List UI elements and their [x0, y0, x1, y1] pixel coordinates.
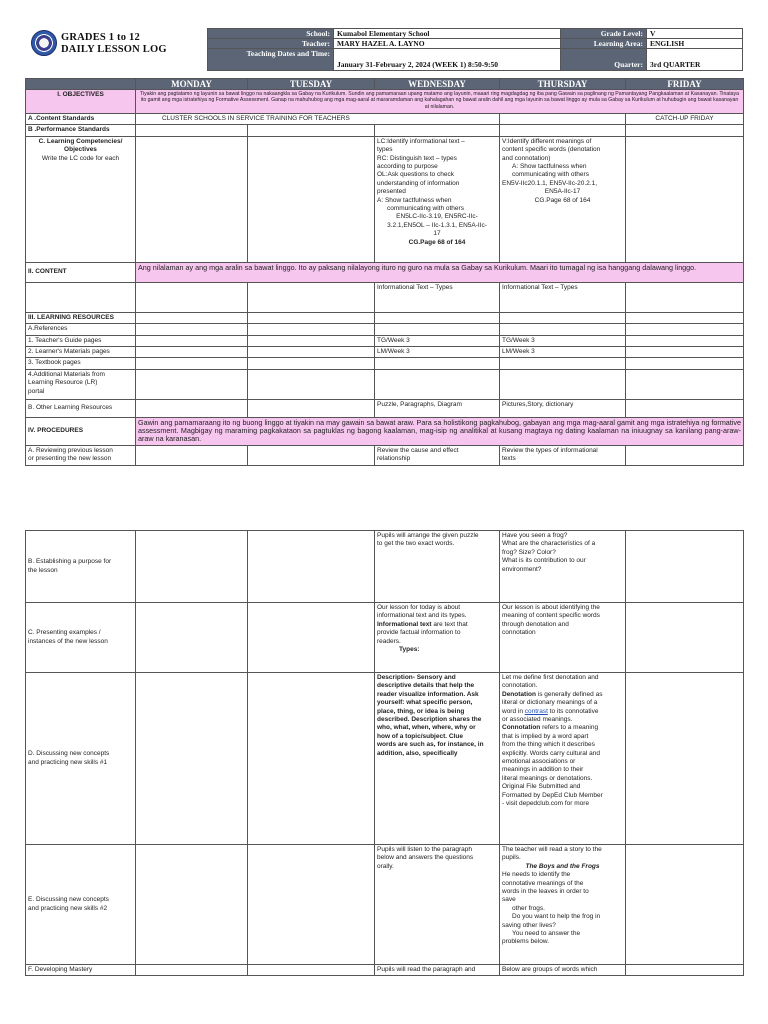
- developing-friday: [626, 965, 744, 976]
- competencies-tuesday: [248, 136, 375, 262]
- presenting-wed-line: readers.: [377, 637, 401, 645]
- thu-lc-line: communicating with others: [512, 171, 589, 179]
- wed-lc-code: EN5LC-IIc-3.19, EN5RC-IIc-: [396, 213, 478, 221]
- credit-line: Original File Submitted and: [502, 783, 581, 791]
- objectives-text-cell: [136, 90, 744, 114]
- establishing-row: [26, 531, 744, 603]
- presenting-thursday: [500, 603, 626, 673]
- wed-lc-line: understanding of information: [377, 179, 460, 187]
- denotation-line: literal or dictionary meanings of a: [502, 699, 598, 707]
- developing-wednesday: Pupils will read the paragraph and: [375, 965, 500, 976]
- other-resources-thursday: Pictures,Story, dictionary: [500, 399, 626, 417]
- wed-lc-line: A: Show tactfulness when: [377, 196, 452, 204]
- teachers-guide-tuesday: [248, 335, 375, 346]
- references-cell: [375, 324, 500, 335]
- discussing2-wed-line: Pupils will listen to the paragraph: [377, 846, 473, 853]
- description-line: described. Description shares the: [377, 716, 482, 724]
- presenting-thu-line: Our lesson is about identifying the: [502, 604, 600, 611]
- content-standards-friday: CATCH-UP FRIDAY: [626, 114, 744, 125]
- content-topic-label: [26, 282, 136, 312]
- teachers-guide-thursday: TG/Week 3: [500, 335, 626, 346]
- establishing-monday: [136, 531, 248, 603]
- thu-cg-page: CG.Page 68 of 164: [534, 196, 591, 204]
- wed-lc-line: LC:Identify informational text –: [377, 137, 465, 145]
- establishing-thu-line: frog? Size? Color?: [502, 548, 556, 556]
- quarter-label: Quarter:: [561, 49, 647, 71]
- competencies-label-line2: Objectives: [64, 146, 97, 154]
- additional-materials-cell: [500, 369, 626, 399]
- denotation-line: Let me define first denotation and: [502, 674, 599, 681]
- discussing1-row: [26, 673, 744, 845]
- discussing1-tuesday: [248, 673, 375, 845]
- thu-lc-line: and connotation): [502, 154, 551, 162]
- wed-lc-code: 3.2.1,EN5OL – IIc-1.3.1, EN5A-IIc-: [387, 221, 487, 229]
- content-standards-thursday: [500, 114, 626, 125]
- connotation-term: Connotation: [502, 724, 541, 732]
- developing-label: F. Developing Mastery: [26, 965, 136, 976]
- story-title: The Boys and the Frogs: [525, 862, 600, 870]
- header-info-table: [207, 28, 743, 71]
- establishing-thu-line: What is its contribution to our: [502, 557, 586, 565]
- grade-label: Grade Level:: [561, 29, 647, 39]
- procedures-row: [26, 417, 744, 445]
- objectives-label: I. OBJECTIVES: [26, 90, 136, 114]
- content-topic-wednesday: Informational Text – Types: [375, 282, 500, 312]
- textbook-cell: [248, 358, 375, 369]
- presenting-label: [26, 603, 136, 673]
- day-monday: MONDAY: [136, 79, 248, 90]
- denotation-line: [502, 708, 623, 716]
- content-standards-label: A .Content Standards: [26, 114, 136, 125]
- title-line-1: GRADES 1 to 12: [61, 32, 140, 43]
- title-line-2: DAILY LESSON LOG: [61, 44, 167, 55]
- presenting-label-line2: instances of the new lesson: [28, 637, 108, 645]
- presenting-wednesday: [375, 603, 500, 673]
- learners-materials-wednesday: LM/Week 3: [375, 347, 500, 358]
- establishing-wed-line: to get the two exact words.: [377, 540, 455, 548]
- types-heading: Types:: [399, 646, 420, 654]
- form-title: [61, 32, 167, 56]
- developing-row: [26, 965, 744, 976]
- other-resources-friday: [626, 399, 744, 417]
- teacher-value: MARY HAZEL A. LAYNO: [334, 39, 561, 49]
- teachers-guide-row: [26, 335, 744, 346]
- presenting-thu-line: through denotation and: [502, 620, 569, 628]
- denotation-term: Denotation: [502, 690, 536, 698]
- discussing2-wednesday: [375, 845, 500, 965]
- discussing1-wednesday: [375, 673, 500, 845]
- competencies-monday: [136, 136, 248, 262]
- textbook-label: 3. Textbook pages: [26, 358, 136, 369]
- learners-materials-monday: [136, 347, 248, 358]
- competencies-label-line3: Write the LC code for each: [41, 154, 120, 162]
- reviewing-wednesday: [375, 445, 500, 465]
- description-line: who, what, when, where, why or: [377, 724, 476, 732]
- day-tuesday: TUESDAY: [248, 79, 375, 90]
- discussing1-monday: [136, 673, 248, 845]
- competencies-thursday: [500, 136, 626, 262]
- connotation-line: from the thing which it describes: [502, 741, 595, 749]
- competencies-label: [26, 136, 136, 262]
- connotation-line: literal meanings or denotations.: [502, 774, 593, 782]
- connotation-line: [502, 724, 623, 732]
- other-resources-label: B. Other Learning Resources: [26, 399, 136, 417]
- reviewing-thu-line: Review the types of informational: [502, 446, 598, 454]
- presenting-wed-line: [377, 621, 497, 629]
- discussing1-label-line2: and practicing new skills #1: [28, 758, 108, 766]
- resources-cell: [626, 312, 744, 323]
- wed-cg-page: CG.Page 68 of 164: [408, 238, 466, 246]
- description-line: yourself: what specific person,: [377, 699, 473, 707]
- developing-monday: [136, 965, 248, 976]
- thu-lc-line: content specific words (denotation: [502, 146, 601, 154]
- grade-value: V: [647, 29, 743, 39]
- presenting-wed-line: informational text and its types.: [377, 612, 467, 620]
- resources-cell: [136, 312, 248, 323]
- content-standards-row: [26, 114, 744, 125]
- content-text-cell: [136, 262, 744, 282]
- procedures-text: Gawin ang pamamaraang ito ng buong linggo at tiyakin na may gawain sa bawat araw. Para sa holistikong pagkahubog, gabayan ang mga mag-aaral gamit ang mga istratehiya ng formative assessment. Magbigay ng maraming pagkakataon sa pagtuklas ng bagong kaalaman, mag-isip ng analitikal at kusang magtaya ng dating kaalaman na iniuugnay sa kanilang pang-araw-araw na karanasan.: [138, 417, 741, 443]
- day-friday: FRIDAY: [626, 79, 744, 90]
- wed-lc-code: 17: [433, 230, 441, 238]
- establishing-thu-line: Have you seen a frog?: [502, 532, 568, 539]
- wed-lc-line: presented: [377, 188, 406, 196]
- references-cell: [500, 324, 626, 335]
- story-line: pupils.: [502, 854, 521, 862]
- competencies-label-line1: C. Learning Competencies/: [38, 137, 123, 145]
- establishing-friday: [626, 531, 744, 603]
- presenting-label-line1: C. Presenting examples /: [28, 629, 101, 637]
- additional-materials-cell: [136, 369, 248, 399]
- thu-lc-code: EN5A-IIc-17: [544, 188, 581, 196]
- story-line: words in the leaves in order to: [502, 888, 589, 896]
- resources-cell: [248, 312, 375, 323]
- wed-lc-line: communicating with others: [387, 205, 464, 213]
- objectives-text: Tiyakin ang pagtatamo ng layunin sa bawat linggo na nakaangkla sa Gabay na Kurikulum. Sundin ang pamamaraan upang matamo ang layunin, maaari ring magdagdag ng iba pang Gawain sa paglinang ng Pamantayang Pangkaalaman at Kasanayan. Tinataya ito gamit ang mga istratehiya ng Formative Assessment. Ganap na mahuhubog ang mga mag-aaral at mararamdaman ang kahalagahan ng bawat aralin dahil ang mga layunin sa bawat linggo ay mula sa Gabay sa Kurikulum at huhubugin ang bawat kasanayan at nilalaman.: [139, 91, 740, 110]
- learners-materials-thursday: LM/Week 3: [500, 347, 626, 358]
- discussing2-wed-line: below and answers the questions: [377, 854, 474, 862]
- additional-materials-cell: [248, 369, 375, 399]
- presenting-tuesday: [248, 603, 375, 673]
- discussing2-wed-line: orally.: [377, 862, 394, 870]
- discussing1-friday: [626, 673, 744, 845]
- discussing1-label-line1: D. Discussing new concepts: [28, 750, 110, 758]
- other-resources-tuesday: [248, 399, 375, 417]
- content-standards-monday: CLUSTER SCHOOLS IN SERVICE TRAINING FOR TEACHERS: [136, 114, 500, 125]
- reviewing-tuesday: [248, 445, 375, 465]
- reviewing-monday: [136, 445, 248, 465]
- area-label: Learning Area:: [561, 39, 647, 49]
- lesson-log-table-continued: [25, 530, 744, 976]
- area-value: ENGLISH: [647, 39, 743, 49]
- discussing2-label-line1: E. Discussing new concepts: [28, 896, 109, 904]
- additional-materials-line3: portal: [28, 387, 45, 395]
- content-topic-monday: [136, 282, 248, 312]
- presenting-wed-line: provide factual information to: [377, 629, 461, 637]
- header: [25, 28, 743, 70]
- presenting-row: [26, 603, 744, 673]
- competencies-wednesday: [375, 136, 500, 262]
- textbook-cell: [136, 358, 248, 369]
- story-line: save: [502, 896, 516, 904]
- additional-materials-cell: [626, 369, 744, 399]
- developing-tuesday: [248, 965, 375, 976]
- discussing2-tuesday: [248, 845, 375, 965]
- other-resources-wednesday: Puzzle, Paragraphs, Diagram: [375, 399, 500, 417]
- performance-standards-label: B .Performance Standards: [26, 125, 136, 136]
- objectives-row: [26, 90, 744, 114]
- content-topic-tuesday: [248, 282, 375, 312]
- presenting-friday: [626, 603, 744, 673]
- other-resources-monday: [136, 399, 248, 417]
- establishing-label-line2: the lesson: [28, 566, 58, 574]
- learners-materials-row: [26, 347, 744, 358]
- school-label: School:: [208, 29, 334, 39]
- reviewing-friday: [626, 445, 744, 465]
- establishing-tuesday: [248, 531, 375, 603]
- performance-standards-row: [26, 125, 744, 136]
- school-value: Kumabol Elementary School: [334, 29, 561, 39]
- credit-line: Formatted by DepEd Club Member: [502, 791, 603, 799]
- thu-lc-line: V:Identify different meanings of: [502, 137, 592, 145]
- resources-row: [26, 312, 744, 323]
- content-topic-row: [26, 282, 744, 312]
- description-line: descriptive details that help the: [377, 682, 475, 690]
- performance-standards-cell: [626, 125, 744, 136]
- description-line: words are such as, for instance, in: [377, 741, 484, 749]
- presenting-monday: [136, 603, 248, 673]
- reviewing-label-line2: or presenting the new lesson: [28, 455, 112, 463]
- informational-text-rest: are text that: [431, 620, 468, 628]
- denotation-line: or associated meanings.: [502, 716, 573, 724]
- content-topic-friday: [626, 282, 744, 312]
- additional-materials-label: [26, 369, 136, 399]
- discussing1-thursday: [500, 673, 626, 845]
- references-cell: [626, 324, 744, 335]
- description-line: how of a topic/subject. Clue: [377, 732, 463, 740]
- story-line: other frogs.: [512, 904, 545, 912]
- story-line: connotative meanings of the: [502, 879, 584, 887]
- informational-text-term: Informational text: [377, 620, 432, 628]
- reviewing-label: [26, 445, 136, 465]
- discussing2-friday: [626, 845, 744, 965]
- description-line: Description- Sensory and: [377, 674, 456, 681]
- establishing-thursday: [500, 531, 626, 603]
- wed-lc-line: types: [377, 146, 393, 154]
- teachers-guide-wednesday: TG/Week 3: [375, 335, 500, 346]
- procedures-text-cell: [136, 417, 744, 445]
- discussing2-monday: [136, 845, 248, 965]
- establishing-wed-line: Pupils will arrange the given puzzle: [377, 532, 479, 539]
- textbook-cell: [500, 358, 626, 369]
- resources-cell: [500, 312, 626, 323]
- wed-lc-line: OL:Ask questions to check: [377, 171, 454, 179]
- establishing-thu-line: environment?: [502, 565, 542, 573]
- additional-materials-line2: Learning Resource (LR): [28, 379, 98, 387]
- presenting-wed-line: Our lesson for today is about: [377, 604, 461, 611]
- story-line: He needs to identify the: [502, 871, 571, 879]
- deped-seal-icon: [31, 30, 57, 56]
- competencies-friday: [626, 136, 744, 262]
- denotation-line: connotation.: [502, 682, 538, 690]
- connotation-line: meanings in addition to their: [502, 766, 584, 774]
- description-line: reader visualize information. Ask: [377, 690, 479, 698]
- wed-lc-line: according to purpose: [377, 163, 438, 171]
- day-wednesday: WEDNESDAY: [375, 79, 500, 90]
- connotation-line: emotional associations or: [502, 758, 576, 766]
- discussing2-label: [26, 845, 136, 965]
- day-thursday: THURSDAY: [500, 79, 626, 90]
- textbook-cell: [626, 358, 744, 369]
- additional-materials-cell: [375, 369, 500, 399]
- learners-materials-label: 2. Learner's Materials pages: [26, 347, 136, 358]
- quarter-value: 3rd QUARTER: [647, 49, 743, 71]
- presenting-thu-line: meaning of content specific words: [502, 612, 600, 620]
- denotation-rest: is generally defined as: [535, 690, 603, 698]
- resources-label: III. LEARNING RESOURCES: [26, 312, 136, 323]
- denotation-line: [502, 691, 623, 699]
- performance-standards-cell: [136, 125, 248, 136]
- teacher-label: Teacher:: [208, 39, 334, 49]
- establishing-label-line1: B. Establishing a purpose for: [28, 558, 112, 566]
- description-line: addition, also, specifically: [377, 749, 458, 757]
- day-header-row: [26, 79, 744, 90]
- thu-lc-code: EN5V-IIc20.1.1, EN5V-IIc-20.2.1,: [502, 179, 598, 187]
- dates-value: January 31-February 2, 2024 (WEEK 1) 8:50-9:50: [334, 49, 561, 71]
- textbook-cell: [375, 358, 500, 369]
- reviewing-thu-line: texts: [502, 455, 516, 463]
- story-line: Do you want to help the frog in: [512, 913, 601, 921]
- discussing2-row: [26, 845, 744, 965]
- blank-corner: [26, 79, 136, 90]
- reviewing-wed-line: relationship: [377, 455, 411, 463]
- presenting-thu-line: connotation: [502, 629, 536, 637]
- performance-standards-cell: [375, 125, 500, 136]
- wed-lc-line: RC: Distinguish text – types: [377, 154, 457, 162]
- performance-standards-cell: [500, 125, 626, 136]
- learners-materials-tuesday: [248, 347, 375, 358]
- content-label: II. CONTENT: [26, 262, 136, 282]
- connotation-line: explicitly. Words carry cultural and: [502, 749, 601, 757]
- story-line: The teacher will read a story to the: [502, 846, 602, 853]
- credit-line: - visit depedclub.com for more: [502, 800, 590, 808]
- learners-materials-friday: [626, 347, 744, 358]
- dates-label: Teaching Dates and Time:: [208, 49, 334, 71]
- lesson-log-table: [25, 78, 744, 466]
- denotation-word-in: word in: [502, 707, 525, 715]
- references-cell: [136, 324, 248, 335]
- competencies-row: [26, 136, 744, 262]
- additional-materials-row: [26, 369, 744, 399]
- contrast-link[interactable]: contrast: [524, 707, 548, 715]
- developing-thursday: Below are groups of words which: [500, 965, 626, 976]
- content-text: Ang nilalaman ay ang mga aralin sa bawat linggo. Ito ay paksang nilalayong ituro ng guro na mula sa Gabay sa Kurikulum. Maari ito tumagal ng isa hanggang dalawang linggo.: [138, 262, 697, 272]
- references-cell: [248, 324, 375, 335]
- connotation-rest: refers to a meaning: [540, 724, 599, 732]
- denotation-connotative: to its connotative: [547, 707, 599, 715]
- story-line: saving other lives?: [502, 921, 556, 929]
- establishing-wednesday: [375, 531, 500, 603]
- references-row: [26, 324, 744, 335]
- discussing2-thursday: [500, 845, 626, 965]
- teachers-guide-monday: [136, 335, 248, 346]
- thu-lc-line: A: Show tactfulness when: [512, 163, 587, 171]
- content-topic-thursday: Informational Text – Types: [500, 282, 626, 312]
- page-one: [25, 28, 743, 463]
- discussing2-label-line2: and practicing new skills #2: [28, 904, 108, 912]
- reviewing-wed-line: Review the cause and effect: [377, 446, 459, 454]
- page-two: [25, 530, 743, 976]
- references-label: A.References: [26, 324, 136, 335]
- reviewing-thursday: [500, 445, 626, 465]
- additional-materials-line1: 4.Additional Materials from: [28, 370, 105, 378]
- reviewing-row: [26, 445, 744, 465]
- story-line: problems below.: [502, 938, 549, 946]
- procedures-label: IV. PROCEDURES: [26, 417, 136, 445]
- performance-standards-cell: [248, 125, 375, 136]
- story-line: You need to answer the: [512, 930, 581, 938]
- teachers-guide-friday: [626, 335, 744, 346]
- establishing-thu-line: What are the characteristics of a: [502, 540, 596, 548]
- discussing1-label: [26, 673, 136, 845]
- teachers-guide-label: 1. Teacher's Guide pages: [26, 335, 136, 346]
- other-resources-row: [26, 399, 744, 417]
- textbook-row: [26, 358, 744, 369]
- establishing-label: [26, 531, 136, 603]
- resources-cell: [375, 312, 500, 323]
- description-line: place, thing, or idea is being: [377, 707, 465, 715]
- content-row: [26, 262, 744, 282]
- connotation-line: that is implied by a word apart: [502, 732, 589, 740]
- reviewing-label-line1: A. Reviewing previous lesson: [28, 446, 113, 454]
